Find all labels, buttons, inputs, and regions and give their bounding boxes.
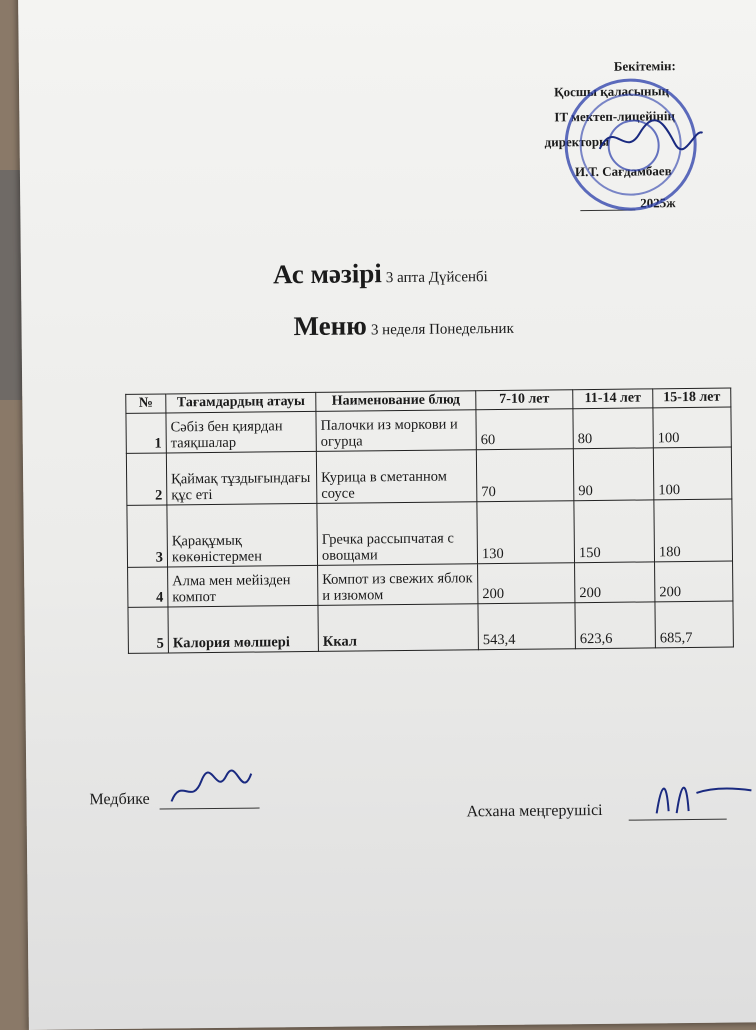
portion-15-18: 100	[653, 447, 732, 500]
table-row-total	[128, 601, 733, 653]
portion-7-10: 70	[476, 449, 574, 502]
approval-city: Қосшы қаласының	[554, 83, 670, 100]
portion-15-18: 100	[653, 407, 731, 448]
dish-name-kz: Қаймақ тұздығындағы құс еті	[166, 451, 317, 505]
header-age-7-10: 7-10 лет	[476, 390, 573, 410]
dish-name-ru: Гречка рассыпчатая с овощами	[317, 502, 478, 566]
calories-7-10: 543,4	[478, 603, 575, 650]
header-dish-ru: Наименование блюд	[316, 391, 476, 412]
row-number: 3	[127, 505, 168, 567]
approval-position: директоры	[544, 133, 610, 150]
header-age-11-14: 11-14 лет	[573, 389, 653, 409]
portion-11-14: 90	[573, 448, 654, 501]
dish-name-kz: Қарақұмық көкөністермен	[167, 503, 318, 567]
portion-15-18: 180	[654, 499, 733, 562]
title-kazakh-sub: 3 апта Дүйсенбі	[385, 269, 488, 287]
approval-director-name: И.Т. Сағдамбаев	[574, 163, 672, 180]
approval-heading: Бекітемін:	[613, 58, 676, 74]
portion-11-14: 150	[574, 500, 655, 563]
menu-table	[125, 388, 734, 654]
director-signature	[594, 113, 705, 164]
menu-document	[18, 0, 756, 1030]
dish-name-ru: Палочки из моркови и огурца	[316, 410, 476, 452]
row-number: 2	[126, 453, 167, 505]
portion-7-10: 60	[476, 409, 573, 450]
row-number: 1	[126, 413, 166, 453]
row-number: 4	[128, 567, 168, 607]
nurse-signature	[166, 766, 256, 809]
portion-11-14: 80	[573, 408, 653, 449]
title-kazakh	[273, 257, 488, 290]
approval-school: IT мектеп-лицейінің	[554, 108, 676, 125]
title-russian-main: Меню	[293, 310, 368, 342]
dish-name-kz: Алма мен мейізден компот	[168, 565, 318, 607]
portion-7-10: 200	[478, 563, 575, 604]
table-row	[128, 561, 733, 607]
table-row	[126, 407, 731, 453]
dish-name-ru: Курица в сметанном соусе	[316, 450, 477, 504]
header-age-15-18: 15-18 лет	[653, 388, 731, 408]
row-number: 5	[128, 607, 168, 653]
calories-11-14: 623,6	[575, 602, 655, 649]
dish-name-kz: Сәбіз бен қиярдан таяқшалар	[166, 411, 316, 453]
desk-background	[0, 170, 22, 400]
header-number: №	[126, 394, 166, 413]
portion-7-10: 130	[477, 501, 575, 564]
header-dish-kz: Тағамдардың атауы	[166, 392, 316, 413]
calorie-label-ru: Ккал	[318, 604, 478, 652]
canteen-manager-signature	[646, 772, 756, 821]
portion-11-14: 200	[575, 562, 655, 603]
dish-name-ru: Компот из свежих яблок и изюмом	[318, 564, 478, 606]
table-row	[126, 447, 732, 505]
title-kazakh-main: Ас мәзірі	[272, 258, 382, 290]
portion-15-18: 200	[655, 561, 733, 602]
table-row	[127, 499, 733, 567]
calorie-label-kz: Калория мөлшері	[168, 605, 318, 653]
calories-15-18: 685,7	[655, 601, 733, 648]
nurse-label: Медбике	[89, 790, 150, 809]
approval-year: 2025ж	[640, 195, 676, 211]
canteen-manager-label: Асхана меңгерушісі	[466, 801, 603, 821]
title-russian	[293, 309, 514, 342]
title-russian-sub: 3 неделя Понедельник	[370, 320, 514, 339]
